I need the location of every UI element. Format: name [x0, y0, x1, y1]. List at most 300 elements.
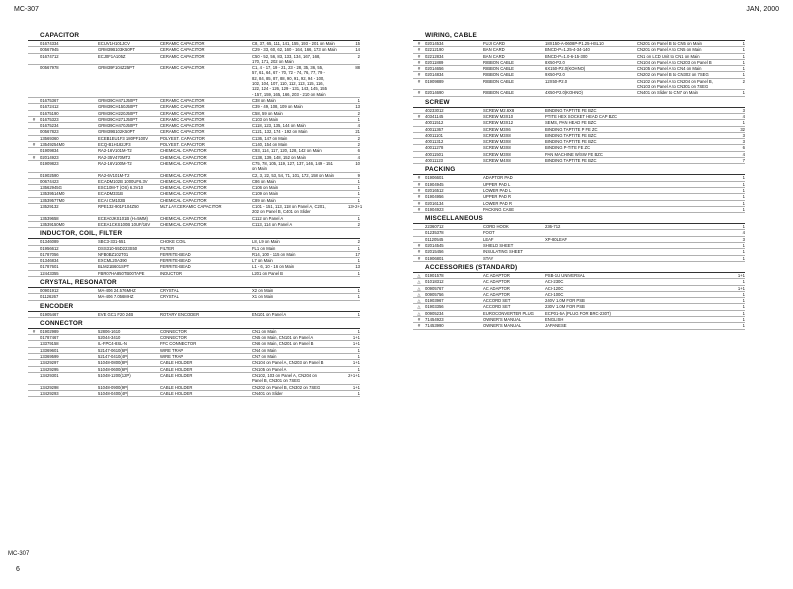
- part-code: GRM39F104Z25PT: [98, 65, 135, 71]
- part-quantity: 1: [357, 354, 360, 360]
- part-location: [637, 127, 731, 132]
- part-number: 02014534: [425, 41, 444, 46]
- part-description: SEMS, PAN HEAD FE BZC: [545, 120, 597, 126]
- row-mark: [28, 264, 40, 269]
- part-description: BINDING TAPTITE FE BZC: [545, 158, 597, 164]
- part-location: X2 on Main: [252, 287, 274, 293]
- part-location: [637, 182, 731, 187]
- part-quantity: 3: [742, 132, 745, 138]
- part-quantity: 1+1: [352, 335, 360, 341]
- part-description: BNCD-P=1.0-6-15-300: [545, 53, 588, 59]
- part-code: GRM39B103K50PT: [98, 47, 136, 53]
- part-number: 01904923: [425, 206, 444, 212]
- part-code: DSS310-55D223S50: [98, 245, 138, 251]
- row-mark: #: [417, 90, 421, 96]
- part-description: ENGLISH: [545, 316, 564, 322]
- part-quantity: 13+2+1: [348, 204, 363, 210]
- part-quantity: 3: [742, 236, 745, 242]
- part-code: INSULATING SHEET: [483, 249, 523, 255]
- row-mark: [28, 161, 40, 172]
- part-location: CN6 on Main, CN201 on Panel B: [252, 341, 314, 347]
- part-location: C39 - 49, 108, 109 on Main: [252, 104, 303, 110]
- row-mark: △: [417, 304, 421, 310]
- part-description: JAPANESE: [545, 323, 567, 329]
- part-description: CABLE HOLDER: [160, 372, 193, 378]
- part-location: C50 - 52, 56, 83, 133, 134, 167, 168, 170, 171, 202 on Main: [252, 53, 321, 64]
- part-number: 13539150M0: [40, 221, 65, 227]
- row-mark: #: [417, 66, 421, 72]
- row-mark: [28, 136, 40, 141]
- part-code: CORD HOOK: [483, 224, 509, 230]
- part-quantity: 1: [357, 311, 360, 317]
- part-location: C8, 37, 65, 111, 141, 155, 193 - 201 on Main: [252, 41, 335, 46]
- part-description: [545, 256, 637, 261]
- part-code: RA2-35V470MT2: [98, 154, 131, 160]
- part-code: RIBBON CABLE: [483, 59, 514, 65]
- part-location: C2, 3, 22, 53, 54, 71, 101, 172, 158 on Main: [252, 172, 334, 178]
- part-code: EXCML20A390: [98, 258, 127, 264]
- part-quantity: 1: [742, 316, 745, 322]
- part-code: FOOT: [483, 230, 495, 236]
- part-location: C58, 59 on Main: [252, 110, 283, 116]
- part-quantity: 1: [357, 258, 360, 264]
- part-description: BINDING P-TITE FE ZC: [545, 145, 591, 151]
- parts-row: [28, 204, 363, 216]
- part-code: 51048-0400(4P): [98, 390, 129, 396]
- part-quantity: 1: [357, 347, 360, 353]
- part-description: FILTER: [160, 245, 175, 251]
- part-description: BINDING TAPTITE FE BZC: [545, 132, 597, 138]
- part-number: 02014834: [425, 72, 444, 78]
- part-number: 13539577M0: [40, 197, 65, 203]
- row-mark: #: [417, 255, 421, 261]
- part-description: FFC CONNECTOR: [160, 341, 197, 347]
- row-mark: [413, 224, 425, 229]
- part-code: 51048-1200(12P): [98, 372, 131, 378]
- part-quantity: 1: [357, 215, 360, 221]
- part-code: SHIELD SHEET: [483, 243, 514, 249]
- part-number: 13549254M0: [40, 142, 65, 148]
- part-description: CERAMIC CAPACITOR: [160, 97, 205, 103]
- part-location: [637, 311, 731, 316]
- part-code: ECUV1H101JCV: [98, 41, 130, 46]
- part-code: ECEA0JKS101B (H=5MM): [98, 215, 148, 221]
- part-code: STAY: [483, 255, 494, 261]
- part-location: C112 on Panel A: [252, 215, 284, 221]
- part-quantity: 1: [742, 298, 745, 304]
- part-number: 01675234: [40, 123, 59, 129]
- part-code: SCREW M4X8: [483, 158, 511, 164]
- part-number: 01904956: [425, 194, 444, 200]
- part-location: FL1 on Main: [252, 245, 276, 251]
- part-number: 71454923: [425, 316, 444, 322]
- part-code: EUROCONVERTER PLUG: [483, 310, 534, 316]
- row-mark: #: [32, 154, 36, 160]
- row-mark: [413, 237, 425, 242]
- parts-row: [28, 222, 360, 228]
- row-mark: #: [417, 181, 421, 187]
- part-description: FERRITE-BEAD: [160, 264, 191, 270]
- row-mark: #: [417, 200, 421, 206]
- part-description: 18X150-A-0608P-P1.25-HSL10: [545, 41, 604, 46]
- part-number: 01909834: [40, 148, 59, 154]
- parts-row: [413, 90, 745, 96]
- part-quantity: 2: [742, 78, 745, 84]
- part-quantity: 1: [357, 294, 360, 300]
- part-code: 52044-3410: [98, 335, 121, 341]
- part-location: [637, 237, 731, 242]
- row-mark: [28, 335, 40, 340]
- part-number: 22360712: [425, 224, 444, 230]
- section-title: ENCODER: [28, 302, 360, 312]
- part-number: 40011101: [425, 132, 444, 138]
- part-quantity: 1: [742, 200, 745, 206]
- part-code: 51048-0600(6P): [98, 366, 129, 372]
- part-location: EN101 on Panel A: [252, 311, 287, 317]
- part-location: [637, 298, 731, 303]
- part-description: CERAMIC CAPACITOR: [160, 110, 205, 116]
- row-mark: [413, 133, 425, 138]
- part-description: CERAMIC CAPACITOR: [160, 41, 205, 46]
- part-number: 40011312: [425, 139, 444, 145]
- part-quantity: 1: [357, 390, 360, 396]
- row-mark: [28, 341, 40, 346]
- part-quantity: 1: [742, 224, 745, 230]
- part-description: CRYSTAL: [160, 287, 179, 293]
- part-code: ACCORD SET: [483, 304, 511, 310]
- part-quantity: 1: [357, 245, 360, 251]
- part-description: [545, 249, 637, 254]
- part-location: CN202 on Panel B, CN302 on 7SEG: [252, 384, 321, 390]
- row-mark: [28, 148, 40, 153]
- row-mark: #: [417, 194, 421, 200]
- parts-row: [28, 294, 360, 300]
- part-location: CN1 on LCD Unit to CN1 on Main: [637, 53, 700, 59]
- part-code: ECJ0F1A105Z: [98, 53, 126, 59]
- part-location: C86 on Main: [252, 178, 276, 184]
- part-code: ECEA1CKS100B 10UF/16V: [98, 221, 151, 227]
- part-location: L8, L9 on Main: [252, 239, 280, 245]
- part-code: MA-406 24.576MHZ: [98, 287, 136, 293]
- part-number: 01675367: [40, 97, 59, 103]
- part-description: CERAMIC CAPACITOR: [160, 123, 205, 129]
- part-location: [637, 317, 731, 322]
- part-location: C118, 123, 135, 144 on Main: [252, 123, 306, 129]
- parts-row: [28, 54, 360, 66]
- part-location: R14, 100 - 115 on Main: [252, 251, 296, 257]
- part-number: 01904945: [425, 181, 444, 187]
- row-mark: [28, 252, 40, 257]
- part-code: AC ADAPTOR: [483, 279, 510, 285]
- part-location: C1, 4 - 17, 19 - 21, 23 - 28, 35, 36, 55, 57, 61, 64, 67 - 70, 72 - 74, 76, 77, 79 - 82, 84, 85, 87, 88, 90, 91, 92, 94 - 100, 102, 104, 107, 110, 112, 113, 115, 116, 122, 124 - 126, 129 - 131, 143, 145, 155 - 157, 159, 165, 166, 203 - 210 on Main: [252, 65, 327, 97]
- part-number: 01674712: [40, 53, 59, 59]
- part-location: X1 on Main: [252, 294, 274, 300]
- part-quantity: 10: [355, 160, 360, 166]
- part-location: [637, 158, 731, 163]
- part-code: SCREW M3X8: [483, 151, 511, 157]
- part-code: RPE132-901F104Z50: [98, 204, 139, 210]
- part-code: ECADM102B 1000UF6.3V: [98, 178, 148, 184]
- part-description: CERAMIC CAPACITOR: [160, 65, 205, 71]
- part-number: 00567978: [40, 65, 59, 71]
- row-mark: #: [417, 72, 421, 78]
- part-description: CHEMICAL CAPACITOR: [160, 185, 207, 191]
- section-title: MISCELLANEOUS: [413, 214, 745, 224]
- part-description: CERAMIC CAPACITOR: [160, 47, 205, 53]
- part-location: C106 on Main: [252, 185, 279, 191]
- part-description: CONNECTOR: [160, 328, 187, 334]
- part-location: [637, 249, 731, 254]
- part-location: [637, 188, 731, 193]
- part-code: RA2-16V100M-T2: [98, 160, 132, 166]
- row-mark: [28, 239, 40, 244]
- part-location: CN5 on Main, CN101 on Panel A: [252, 335, 314, 341]
- part-location: L1 - 6, 10 - 16 on Main: [252, 264, 295, 270]
- part-code: NFB0BZ102T01: [98, 251, 129, 257]
- row-mark: [28, 367, 40, 372]
- part-quantity: 1: [357, 97, 360, 103]
- part-location: C140, 154 on Main: [252, 142, 288, 148]
- part-quantity: 1: [357, 328, 360, 334]
- part-description: CABLE HOLDER: [160, 390, 193, 396]
- part-quantity: 14: [355, 47, 360, 53]
- part-location: CN105 on Panel A: [252, 366, 287, 372]
- part-description: CHEMICAL CAPACITOR: [160, 160, 207, 166]
- part-quantity: 2: [357, 53, 360, 59]
- part-code: GRM39CH220J50PT: [98, 110, 138, 116]
- part-number: 40233012: [425, 107, 444, 113]
- part-number: 40011123: [425, 158, 444, 164]
- section-title: SCREW: [413, 98, 745, 108]
- part-location: [637, 194, 731, 199]
- parts-row: [413, 158, 745, 164]
- part-description: PAN MACHINE W/SW FE BZC: [545, 151, 603, 157]
- row-mark: [28, 104, 40, 109]
- part-location: CN401 on Slider to CN7 on Main: [637, 90, 698, 96]
- part-number: 02016512: [425, 187, 444, 193]
- row-mark: #: [32, 328, 36, 334]
- part-description: BINDING TAPTITE FE BZC: [545, 139, 597, 145]
- part-description: BINDING TAPTITE P FE ZC: [545, 126, 598, 132]
- part-quantity: 1: [742, 279, 745, 285]
- part-location: [637, 201, 731, 206]
- part-code: SCREW M3X8: [483, 139, 511, 145]
- row-mark: [413, 108, 425, 113]
- part-quantity: 2: [357, 239, 360, 245]
- part-number: 02014923: [40, 154, 59, 160]
- part-code: LOWER PAD L: [483, 187, 512, 193]
- part-quantity: 1+1: [352, 360, 360, 366]
- row-mark: #: [417, 249, 421, 255]
- row-mark: [28, 123, 40, 128]
- part-code: SCREW M3X6: [483, 126, 511, 132]
- row-mark: [28, 222, 40, 227]
- part-code: ADAPTOR PAD: [483, 175, 513, 181]
- part-description: 12X50-P2.0: [545, 78, 568, 84]
- part-quantity: 1: [742, 175, 745, 181]
- part-code: SCREW M3X12: [483, 120, 514, 126]
- part-quantity: 1: [357, 270, 360, 276]
- part-code: SCREW M3X8: [483, 132, 511, 138]
- part-number: 02212834: [425, 53, 444, 59]
- part-location: C93, 114, 117, 120, 128, 142 on Main: [252, 148, 322, 154]
- part-description: CHEMICAL CAPACITOR: [160, 172, 207, 178]
- part-code: SBC3-331-551: [98, 239, 126, 245]
- part-quantity: 4: [742, 113, 745, 119]
- section-title: CAPACITOR: [28, 31, 360, 41]
- part-quantity: 1: [742, 41, 745, 46]
- part-quantity: 6: [357, 148, 360, 154]
- row-mark: [28, 288, 40, 293]
- part-location: C113, 114 on Panel A: [252, 221, 293, 227]
- parts-row: [413, 79, 745, 91]
- parts-row: [28, 373, 360, 385]
- part-quantity: 1: [357, 178, 360, 184]
- row-mark: #: [32, 116, 36, 122]
- row-mark: [28, 258, 40, 263]
- part-code: GRM39CH471J50PT: [98, 97, 138, 103]
- part-number: 00905756: [425, 291, 444, 297]
- part-location: C101 - 151, 113, 118 on Panel A, C201, 202 on Panel B, C401 on Slider: [252, 204, 326, 215]
- part-description: XP-80LEAF: [545, 236, 568, 242]
- part-description: CERAMIC CAPACITOR: [160, 104, 205, 110]
- part-location: C136, 147 on Main: [252, 135, 288, 141]
- part-description: CHEMICAL CAPACITOR: [160, 148, 207, 154]
- section-title: CONNECTOR: [28, 319, 360, 329]
- part-location: [637, 292, 731, 297]
- part-quantity: 1: [357, 185, 360, 191]
- part-description: BNCD-P=1.25-4-34-140: [545, 47, 590, 53]
- row-mark: [28, 271, 40, 276]
- part-location: [637, 224, 731, 229]
- part-code: GRM39CH470J50PT: [98, 123, 138, 129]
- row-mark: [28, 41, 40, 46]
- part-number: 13369601: [40, 347, 59, 353]
- row-mark: #: [417, 316, 421, 322]
- part-number: 13429298: [40, 384, 59, 390]
- row-mark: #: [32, 142, 36, 148]
- part-number: 02212190: [425, 47, 444, 53]
- part-description: CHEMICAL CAPACITOR: [160, 154, 207, 160]
- part-number: 12443355: [40, 270, 59, 276]
- part-code: LEAF: [483, 236, 494, 242]
- part-code: 52806-1610: [98, 328, 121, 334]
- part-quantity: 21: [355, 129, 360, 135]
- part-description: CERAMIC CAPACITOR: [160, 53, 205, 59]
- part-description: CABLE HOLDER: [160, 366, 193, 372]
- part-number: 01956612: [40, 245, 59, 251]
- part-number: 13429301: [40, 372, 59, 378]
- part-description: FERRITE-BEAD: [160, 258, 191, 264]
- part-description: CONNECTOR: [160, 335, 187, 341]
- row-mark: [28, 198, 40, 203]
- part-code: ECAI CM102B: [98, 197, 126, 203]
- part-location: C121, 132, 174 - 192 on Main: [252, 129, 308, 135]
- part-description: CRYSTAL: [160, 294, 179, 300]
- part-quantity: 1+1: [737, 285, 745, 291]
- part-number: 40011512: [425, 120, 444, 126]
- row-mark: [28, 185, 40, 190]
- part-location: C38 on Main: [252, 97, 276, 103]
- section-title: INDUCTOR, COIL, FILTER: [28, 229, 360, 239]
- part-description: [545, 194, 637, 199]
- part-quantity: 1+1: [352, 341, 360, 347]
- part-code: AC ADAPTOR: [483, 291, 510, 297]
- part-description: ROTARY ENCODER: [160, 311, 200, 317]
- part-code: 51048-0900(9P): [98, 384, 129, 390]
- part-code: IL-FPC4-8SL-N: [98, 341, 127, 347]
- part-code: 52147-0410(4P): [98, 354, 129, 360]
- part-quantity: 4: [357, 123, 360, 129]
- part-location: [637, 304, 731, 309]
- part-description: MLT.LAY.CERAMIC CAPACITOR: [160, 204, 222, 210]
- parts-list-left: [28, 30, 363, 397]
- part-description: 8X50-P2.0: [545, 59, 565, 65]
- part-quantity: 1: [742, 243, 745, 249]
- part-description: CABLE HOLDER: [160, 360, 193, 366]
- parts-row: [28, 65, 360, 98]
- part-description: [545, 182, 637, 187]
- row-mark: [413, 145, 425, 150]
- part-number: 13569360: [40, 135, 59, 141]
- part-number: 01672412: [40, 104, 59, 110]
- row-mark: [28, 348, 40, 353]
- part-quantity: 7: [742, 158, 745, 164]
- part-code: ECADM331B: [98, 191, 123, 197]
- part-quantity: 17: [355, 251, 360, 257]
- row-mark: [28, 179, 40, 184]
- part-location: [637, 256, 731, 261]
- part-description: PTITE HEX SOCKET HEAD CAP BZC: [545, 113, 617, 119]
- row-mark: [28, 354, 40, 359]
- part-location: [637, 114, 731, 119]
- part-code: ACCORD SET: [483, 298, 511, 304]
- part-quantity: 32: [740, 126, 745, 132]
- part-number: 40011367: [425, 126, 444, 132]
- parts-row: [28, 391, 360, 397]
- part-code: RA2-16V101M-T2: [98, 148, 132, 154]
- part-location: [637, 108, 731, 113]
- row-mark: [28, 385, 40, 390]
- part-number: 01120545: [425, 236, 444, 242]
- part-code: FBR07HA850TB00TAPE: [98, 270, 145, 276]
- part-location: [637, 207, 731, 212]
- page-number: 6: [16, 566, 20, 573]
- part-number: 13539514M0: [40, 191, 65, 197]
- row-mark: [28, 312, 40, 317]
- part-number: 01903967: [425, 298, 444, 304]
- part-description: CERAMIC CAPACITOR: [160, 116, 205, 122]
- part-code: GRM39CH271J50PT: [98, 116, 138, 122]
- part-description: CABLE HOLDER: [160, 384, 193, 390]
- part-description: CHEMICAL CAPACITOR: [160, 215, 207, 221]
- part-number: 01346089: [40, 239, 59, 245]
- part-description: BINDING TAPTITE FE BZC: [545, 107, 597, 113]
- part-number: 13429295: [40, 366, 59, 372]
- part-code: SCREW M3X8: [483, 145, 511, 151]
- row-mark: #: [417, 243, 421, 249]
- part-location: C29 - 33, 60, 62, 160 - 164, 166, 173 on Main: [252, 47, 337, 53]
- footer-model: MC-307: [8, 551, 30, 557]
- part-code: RIBBON CABLE: [483, 66, 514, 72]
- part-quantity: 1: [742, 206, 745, 212]
- part-number: 02014656: [425, 66, 444, 72]
- row-mark: [28, 98, 40, 103]
- part-number: 13369599: [40, 354, 59, 360]
- part-code: UPPER PAD R: [483, 194, 512, 200]
- row-mark: #: [417, 187, 421, 193]
- part-quantity: 3: [742, 139, 745, 145]
